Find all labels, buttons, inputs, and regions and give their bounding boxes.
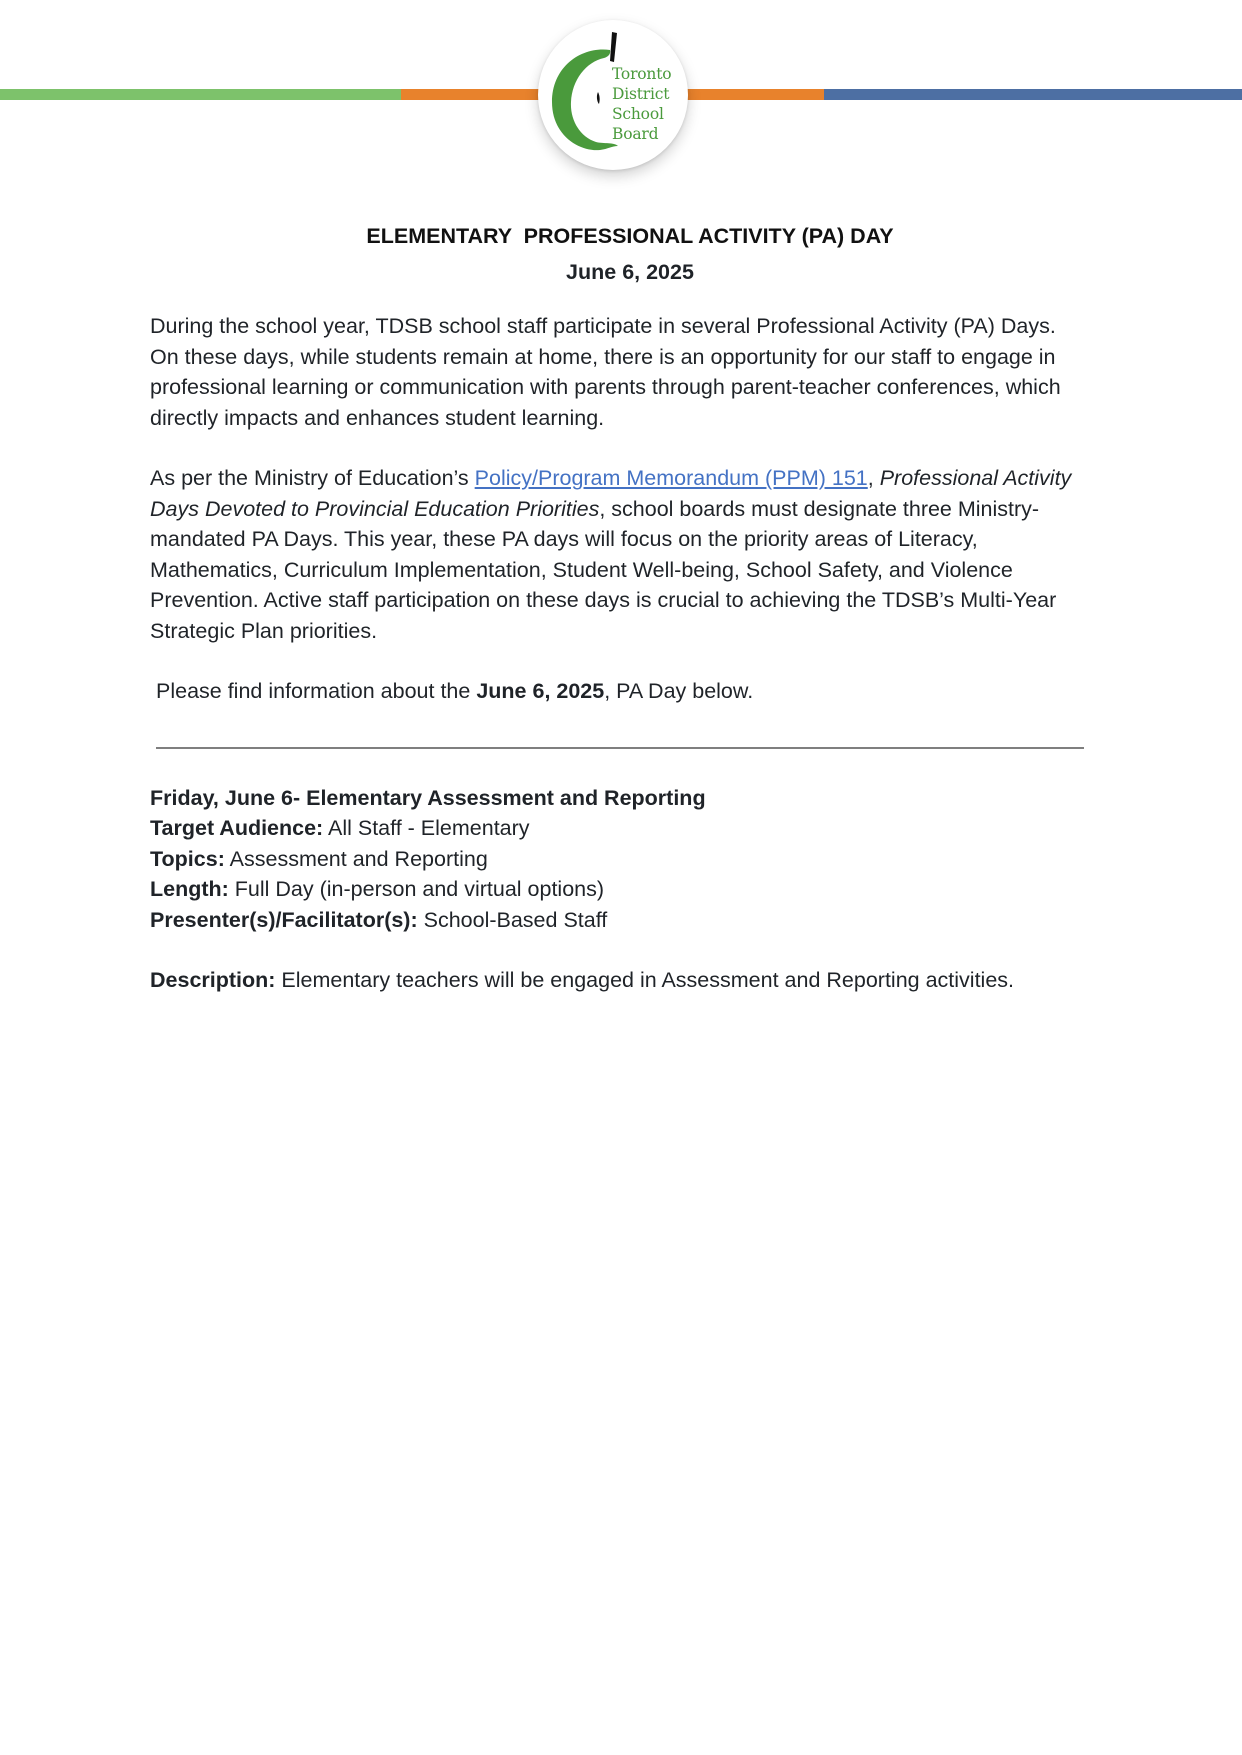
header-bar-green bbox=[0, 89, 401, 100]
topics-label: Topics: bbox=[150, 846, 225, 871]
section-divider bbox=[156, 747, 1084, 749]
length-label: Length: bbox=[150, 877, 229, 901]
ppm-title-italic: Professional Activity Days Devoted to Provincial Education Priorities bbox=[150, 466, 1072, 521]
document-date: June 6, 2025 bbox=[566, 260, 694, 284]
info-prefix: Please find information about the bbox=[156, 679, 477, 703]
logo-line: Toronto bbox=[612, 65, 672, 83]
presenters-value: School-Based Staff bbox=[417, 907, 608, 932]
length-row bbox=[150, 874, 1090, 905]
info-suffix: , PA Day below. bbox=[604, 679, 754, 703]
ministry-paragraph bbox=[150, 463, 1090, 646]
logo-line: Board bbox=[612, 125, 659, 143]
ppm-151-link[interactable]: Policy/Program Memorandum (PPM) 151 bbox=[474, 466, 868, 490]
ministry-paragraph-suffix: , school boards must designate three Ministry-mandated PA Days. This year, these PA days will focus on the priority areas of Literacy, Mathematics, Curriculum Implementation, Student Well-being, School Safety, and Violence Prevention. Active staff participation on these days is crucial to achieving the TDSB’s Multi-Year Strategic Plan priorities. bbox=[150, 496, 1057, 643]
target-audience-row bbox=[150, 813, 1090, 844]
description-label: Description: bbox=[150, 968, 276, 992]
ministry-paragraph-prefix: As per the Ministry of Education’s bbox=[150, 466, 475, 490]
event-heading-text: Friday, June 6- Elementary Assessment and Reporting bbox=[150, 785, 706, 810]
presenters-row bbox=[150, 905, 1090, 936]
info-paragraph bbox=[150, 676, 1090, 707]
logo-line: School bbox=[612, 105, 664, 123]
logo-line: District bbox=[612, 85, 670, 103]
target-audience-label: Target Audience: bbox=[150, 816, 324, 840]
intro-paragraph: During the school year, TDSB school staff participate in several Professional Activity (PA) Days. On these days, while students remain at home, there is an opportunity for our staff to engage in professional learning or communication with parents through parent-teacher conferences, which directly impacts and enhances student learning. bbox=[150, 314, 1061, 430]
document-body bbox=[150, 218, 1090, 996]
topics-value: Assessment and Reporting bbox=[224, 846, 488, 871]
presenters-label: Presenter(s)/Facilitator(s): bbox=[150, 907, 418, 932]
length-value: Full Day (in-person and virtual options) bbox=[228, 877, 605, 901]
event-details bbox=[150, 783, 1090, 996]
target-audience-value: All Staff - Elementary bbox=[323, 816, 530, 840]
document-title: ELEMENTARY PROFESSIONAL ACTIVITY (PA) DAY bbox=[366, 224, 894, 248]
description-row bbox=[150, 965, 1090, 996]
event-heading bbox=[150, 783, 1090, 814]
comma: , bbox=[867, 466, 880, 490]
info-bold-date: June 6, 2025 bbox=[476, 679, 605, 703]
topics-row bbox=[150, 844, 1090, 875]
description-value: Elementary teachers will be engaged in Assessment and Reporting activities. bbox=[275, 968, 1014, 992]
logo-wordmark bbox=[612, 64, 671, 144]
header-bar-blue bbox=[824, 89, 1242, 100]
tdsb-logo bbox=[538, 20, 688, 170]
